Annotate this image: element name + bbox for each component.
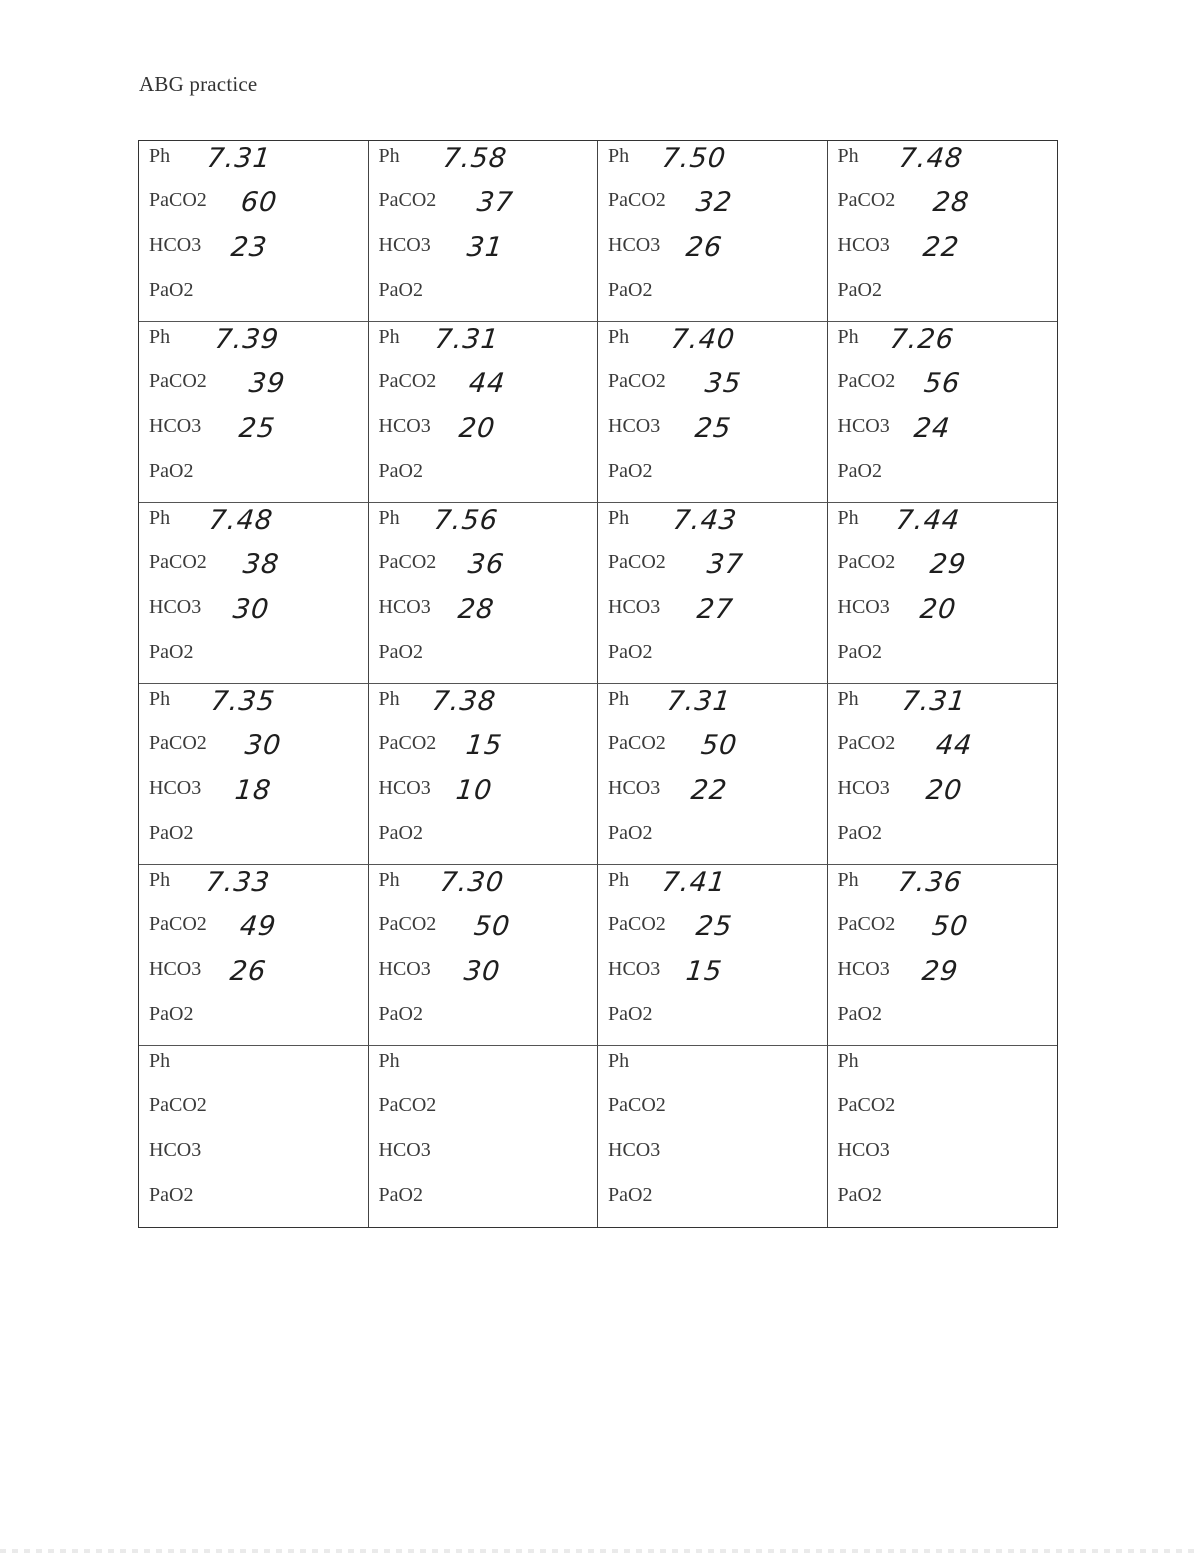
- abg-row-paco2: [149, 551, 362, 581]
- abg-row-pao2: [608, 641, 821, 671]
- pao2-label: PaO2: [378, 1184, 423, 1206]
- ph-label: Ph: [608, 326, 630, 348]
- hco3-value: 22: [689, 775, 729, 806]
- hco3-value: 26: [684, 232, 724, 263]
- abg-row-pao2: [379, 641, 592, 671]
- ph-label: Ph: [837, 688, 859, 710]
- ph-value: 7.36: [895, 867, 964, 898]
- abg-row-hco3: [379, 1139, 592, 1169]
- pao2-label: PaO2: [149, 822, 194, 844]
- pao2-label: PaO2: [149, 460, 194, 482]
- ph-label: Ph: [608, 1050, 630, 1072]
- hco3-value: 25: [693, 413, 733, 444]
- hco3-value: 22: [920, 232, 961, 263]
- abg-row-ph: [608, 145, 821, 175]
- pao2-label: PaO2: [378, 822, 423, 844]
- paco2-label: PaCO2: [608, 189, 666, 211]
- abg-row-pao2: [149, 1003, 362, 1033]
- ph-label: Ph: [378, 507, 400, 529]
- abg-row-hco3: [379, 777, 592, 807]
- abg-row-pao2: [608, 279, 821, 309]
- hco3-label: HCO3: [149, 777, 202, 799]
- abg-row-hco3: [838, 596, 1052, 626]
- abg-row-pao2: [149, 279, 362, 309]
- ph-label: Ph: [608, 869, 630, 891]
- abg-row-hco3: [838, 234, 1052, 264]
- paco2-label: PaCO2: [837, 732, 896, 754]
- ph-value: 7.33: [204, 867, 272, 898]
- abg-row-pao2: [608, 460, 821, 490]
- abg-row-paco2: [608, 370, 821, 400]
- abg-row-paco2: [608, 189, 821, 219]
- pao2-label: PaO2: [837, 1003, 882, 1025]
- abg-row-hco3: [838, 415, 1052, 445]
- hco3-label: HCO3: [149, 415, 202, 437]
- paco2-label: PaCO2: [149, 551, 207, 573]
- abg-row-ph: [379, 507, 592, 537]
- paco2-label: PaCO2: [837, 913, 896, 935]
- abg-row-hco3: [149, 415, 362, 445]
- abg-row-ph: [149, 688, 362, 718]
- abg-row-paco2: [149, 189, 362, 219]
- hco3-value: 20: [917, 594, 958, 625]
- abg-row-hco3: [608, 596, 821, 626]
- paco2-value: 56: [921, 368, 962, 399]
- abg-case-cell: [139, 322, 369, 503]
- abg-row-ph: [838, 507, 1052, 537]
- abg-row-hco3: [838, 1139, 1052, 1169]
- abg-row-hco3: [608, 234, 821, 264]
- paco2-label: PaCO2: [378, 1094, 437, 1116]
- abg-row-hco3: [838, 958, 1052, 988]
- paco2-value: 50: [699, 730, 739, 761]
- ph-label: Ph: [378, 326, 400, 348]
- abg-case-cell: [828, 684, 1058, 865]
- paco2-label: PaCO2: [378, 913, 437, 935]
- abg-row-pao2: [838, 1184, 1052, 1214]
- paco2-value: 37: [474, 187, 515, 218]
- abg-row-pao2: [838, 641, 1052, 671]
- hco3-label: HCO3: [837, 234, 890, 256]
- ph-value: 7.44: [893, 505, 962, 536]
- abg-row-hco3: [149, 958, 362, 988]
- hco3-label: HCO3: [149, 1139, 202, 1161]
- abg-row-ph: [379, 869, 592, 899]
- abg-case-cell: [369, 322, 599, 503]
- paco2-value: 15: [463, 730, 504, 761]
- paco2-value: 44: [933, 730, 974, 761]
- hco3-label: HCO3: [378, 596, 431, 618]
- abg-case-cell: [369, 503, 599, 684]
- abg-row-pao2: [379, 460, 592, 490]
- pao2-label: PaO2: [378, 641, 423, 663]
- abg-row-paco2: [149, 1094, 362, 1124]
- abg-case-cell: [828, 1046, 1058, 1227]
- abg-row-pao2: [838, 279, 1052, 309]
- pao2-label: PaO2: [608, 822, 653, 844]
- abg-row-pao2: [379, 1184, 592, 1214]
- ph-value: 7.31: [205, 143, 273, 174]
- abg-case-cell: [598, 141, 828, 322]
- ph-value: 7.39: [213, 324, 281, 355]
- abg-row-pao2: [379, 1003, 592, 1033]
- paco2-label: PaCO2: [608, 913, 666, 935]
- ph-value: 7.35: [209, 686, 277, 717]
- abg-row-pao2: [379, 822, 592, 852]
- abg-case-cell: [139, 141, 369, 322]
- pao2-label: PaO2: [608, 279, 653, 301]
- abg-row-paco2: [149, 370, 362, 400]
- ph-label: Ph: [378, 869, 400, 891]
- ph-value: 7.41: [660, 867, 728, 898]
- abg-case-cell: [828, 865, 1058, 1046]
- ph-value: 7.40: [669, 324, 737, 355]
- abg-row-paco2: [838, 551, 1052, 581]
- hco3-value: 18: [233, 775, 273, 806]
- ph-label: Ph: [149, 507, 171, 529]
- ph-value: 7.26: [887, 324, 956, 355]
- paco2-value: 39: [247, 368, 287, 399]
- paco2-value: 44: [466, 368, 507, 399]
- abg-row-hco3: [149, 1139, 362, 1169]
- abg-row-hco3: [608, 415, 821, 445]
- hco3-value: 30: [461, 956, 502, 987]
- ph-label: Ph: [608, 507, 630, 529]
- abg-row-ph: [608, 507, 821, 537]
- pao2-label: PaO2: [837, 822, 882, 844]
- abg-row-ph: [149, 326, 362, 356]
- ph-label: Ph: [149, 869, 171, 891]
- hco3-label: HCO3: [378, 958, 431, 980]
- ph-value: 7.30: [437, 867, 506, 898]
- hco3-label: HCO3: [608, 415, 661, 437]
- hco3-value: 10: [453, 775, 494, 806]
- paco2-label: PaCO2: [837, 370, 896, 392]
- paco2-value: 35: [703, 368, 743, 399]
- pao2-label: PaO2: [378, 460, 423, 482]
- ph-value: 7.56: [431, 505, 500, 536]
- abg-case-cell: [139, 684, 369, 865]
- paco2-label: PaCO2: [149, 913, 207, 935]
- abg-row-pao2: [608, 822, 821, 852]
- abg-row-ph: [149, 145, 362, 175]
- abg-row-paco2: [838, 189, 1052, 219]
- ph-label: Ph: [837, 507, 859, 529]
- abg-row-paco2: [379, 551, 592, 581]
- abg-case-cell: [369, 1046, 599, 1227]
- abg-row-pao2: [379, 279, 592, 309]
- abg-case-cell: [598, 865, 828, 1046]
- paco2-label: PaCO2: [608, 1094, 666, 1116]
- pao2-label: PaO2: [378, 279, 423, 301]
- hco3-label: HCO3: [608, 1139, 661, 1161]
- pao2-label: PaO2: [149, 1003, 194, 1025]
- abg-row-ph: [608, 869, 821, 899]
- abg-row-ph: [838, 145, 1052, 175]
- hco3-value: 25: [237, 413, 277, 444]
- hco3-label: HCO3: [608, 958, 661, 980]
- ph-label: Ph: [837, 145, 859, 167]
- abg-row-ph: [379, 145, 592, 175]
- abg-row-pao2: [149, 1184, 362, 1214]
- paco2-label: PaCO2: [837, 189, 896, 211]
- ph-value: 7.43: [671, 505, 739, 536]
- hco3-label: HCO3: [378, 777, 431, 799]
- abg-row-hco3: [149, 596, 362, 626]
- paco2-label: PaCO2: [837, 551, 896, 573]
- hco3-label: HCO3: [837, 596, 890, 618]
- paco2-value: 30: [243, 730, 283, 761]
- paco2-label: PaCO2: [149, 732, 207, 754]
- hco3-value: 26: [228, 956, 268, 987]
- paco2-value: 50: [471, 911, 512, 942]
- hco3-label: HCO3: [837, 415, 890, 437]
- hco3-value: 29: [919, 956, 960, 987]
- hco3-value: 28: [455, 594, 496, 625]
- abg-row-paco2: [838, 913, 1052, 943]
- paco2-value: 29: [927, 549, 968, 580]
- paco2-label: PaCO2: [149, 370, 207, 392]
- abg-row-hco3: [149, 777, 362, 807]
- abg-row-ph: [149, 507, 362, 537]
- hco3-label: HCO3: [837, 958, 890, 980]
- abg-row-paco2: [379, 732, 592, 762]
- paco2-value: 28: [930, 187, 971, 218]
- abg-row-hco3: [379, 596, 592, 626]
- ph-label: Ph: [837, 326, 859, 348]
- abg-row-ph: [838, 326, 1052, 356]
- abg-case-cell: [828, 141, 1058, 322]
- paco2-value: 37: [705, 549, 745, 580]
- pao2-label: PaO2: [608, 641, 653, 663]
- abg-row-paco2: [838, 1094, 1052, 1124]
- paco2-value: 32: [694, 187, 734, 218]
- paco2-label: PaCO2: [608, 732, 666, 754]
- hco3-value: 31: [464, 232, 505, 263]
- hco3-label: HCO3: [837, 1139, 890, 1161]
- paco2-value: 49: [238, 911, 278, 942]
- abg-row-paco2: [608, 551, 821, 581]
- abg-row-ph: [379, 1050, 592, 1080]
- abg-row-paco2: [608, 1094, 821, 1124]
- hco3-label: HCO3: [378, 415, 431, 437]
- abg-row-hco3: [379, 234, 592, 264]
- abg-case-cell: [598, 322, 828, 503]
- ph-value: 7.48: [896, 143, 965, 174]
- abg-row-ph: [838, 1050, 1052, 1080]
- ph-label: Ph: [149, 1050, 171, 1072]
- paco2-label: PaCO2: [149, 189, 207, 211]
- abg-row-ph: [608, 1050, 821, 1080]
- hco3-label: HCO3: [378, 1139, 431, 1161]
- pao2-label: PaO2: [837, 460, 882, 482]
- ph-label: Ph: [378, 688, 400, 710]
- abg-row-pao2: [838, 460, 1052, 490]
- ph-label: Ph: [149, 688, 171, 710]
- paco2-value: 50: [929, 911, 970, 942]
- hco3-label: HCO3: [378, 234, 431, 256]
- abg-row-hco3: [379, 415, 592, 445]
- ph-label: Ph: [837, 869, 859, 891]
- abg-row-paco2: [149, 732, 362, 762]
- abg-row-ph: [608, 688, 821, 718]
- abg-row-paco2: [608, 913, 821, 943]
- abg-case-cell: [598, 1046, 828, 1227]
- abg-row-pao2: [608, 1184, 821, 1214]
- hco3-label: HCO3: [149, 234, 202, 256]
- abg-case-cell: [139, 865, 369, 1046]
- abg-row-ph: [379, 326, 592, 356]
- hco3-value: 23: [229, 232, 269, 263]
- ph-value: 7.58: [440, 143, 509, 174]
- abg-row-hco3: [379, 958, 592, 988]
- abg-row-pao2: [149, 822, 362, 852]
- hco3-value: 20: [456, 413, 497, 444]
- paco2-label: PaCO2: [608, 551, 666, 573]
- paco2-label: PaCO2: [378, 551, 437, 573]
- abg-row-pao2: [838, 1003, 1052, 1033]
- abg-row-hco3: [838, 777, 1052, 807]
- ph-label: Ph: [608, 688, 630, 710]
- abg-row-ph: [149, 1050, 362, 1080]
- ph-value: 7.50: [660, 143, 728, 174]
- abg-practice-table: [138, 140, 1058, 1228]
- abg-row-ph: [379, 688, 592, 718]
- hco3-label: HCO3: [149, 596, 202, 618]
- abg-row-pao2: [608, 1003, 821, 1033]
- abg-row-paco2: [379, 189, 592, 219]
- abg-row-ph: [838, 869, 1052, 899]
- paco2-value: 25: [694, 911, 734, 942]
- abg-case-cell: [598, 503, 828, 684]
- abg-row-pao2: [149, 460, 362, 490]
- abg-row-paco2: [379, 370, 592, 400]
- abg-row-pao2: [838, 822, 1052, 852]
- ph-label: Ph: [378, 1050, 400, 1072]
- page-title: ABG practice: [139, 72, 258, 96]
- hco3-label: HCO3: [608, 777, 661, 799]
- paco2-label: PaCO2: [608, 370, 666, 392]
- ph-label: Ph: [149, 326, 171, 348]
- abg-row-paco2: [379, 1094, 592, 1124]
- pao2-label: PaO2: [149, 279, 194, 301]
- hco3-value: 30: [231, 594, 271, 625]
- pao2-label: PaO2: [608, 460, 653, 482]
- abg-row-paco2: [838, 370, 1052, 400]
- abg-row-ph: [608, 326, 821, 356]
- pao2-label: PaO2: [149, 1184, 194, 1206]
- hco3-value: 15: [684, 956, 724, 987]
- paco2-label: PaCO2: [378, 732, 437, 754]
- paco2-value: 36: [465, 549, 506, 580]
- abg-row-ph: [149, 869, 362, 899]
- ph-label: Ph: [608, 145, 630, 167]
- hco3-value: 27: [695, 594, 735, 625]
- paco2-value: 60: [239, 187, 279, 218]
- pao2-label: PaO2: [149, 641, 194, 663]
- abg-case-cell: [598, 684, 828, 865]
- paco2-label: PaCO2: [837, 1094, 896, 1116]
- abg-row-hco3: [608, 777, 821, 807]
- pao2-label: PaO2: [837, 1184, 882, 1206]
- hco3-label: HCO3: [608, 596, 661, 618]
- ph-value: 7.48: [207, 505, 275, 536]
- hco3-value: 24: [911, 413, 952, 444]
- paco2-label: PaCO2: [149, 1094, 207, 1116]
- abg-case-cell: [139, 1046, 369, 1227]
- hco3-label: HCO3: [149, 958, 202, 980]
- abg-case-cell: [139, 503, 369, 684]
- hco3-label: HCO3: [608, 234, 661, 256]
- hco3-value: 20: [923, 775, 964, 806]
- ph-value: 7.31: [899, 686, 968, 717]
- paco2-label: PaCO2: [378, 370, 437, 392]
- abg-row-hco3: [608, 1139, 821, 1169]
- ph-value: 7.38: [429, 686, 498, 717]
- hco3-label: HCO3: [837, 777, 890, 799]
- ph-label: Ph: [837, 1050, 859, 1072]
- abg-case-cell: [828, 503, 1058, 684]
- pao2-label: PaO2: [608, 1003, 653, 1025]
- abg-row-paco2: [379, 913, 592, 943]
- abg-row-pao2: [149, 641, 362, 671]
- scan-edge-artifact: [0, 1549, 1200, 1553]
- pao2-label: PaO2: [608, 1184, 653, 1206]
- abg-row-paco2: [608, 732, 821, 762]
- ph-label: Ph: [378, 145, 400, 167]
- paco2-value: 38: [241, 549, 281, 580]
- abg-row-hco3: [608, 958, 821, 988]
- ph-value: 7.31: [665, 686, 733, 717]
- abg-row-hco3: [149, 234, 362, 264]
- ph-value: 7.31: [432, 324, 501, 355]
- abg-case-cell: [828, 322, 1058, 503]
- abg-row-paco2: [149, 913, 362, 943]
- pao2-label: PaO2: [837, 279, 882, 301]
- abg-case-cell: [369, 141, 599, 322]
- abg-case-cell: [369, 684, 599, 865]
- ph-label: Ph: [149, 145, 171, 167]
- pao2-label: PaO2: [378, 1003, 423, 1025]
- abg-row-paco2: [838, 732, 1052, 762]
- abg-case-cell: [369, 865, 599, 1046]
- abg-row-ph: [838, 688, 1052, 718]
- paco2-label: PaCO2: [378, 189, 437, 211]
- pao2-label: PaO2: [837, 641, 882, 663]
